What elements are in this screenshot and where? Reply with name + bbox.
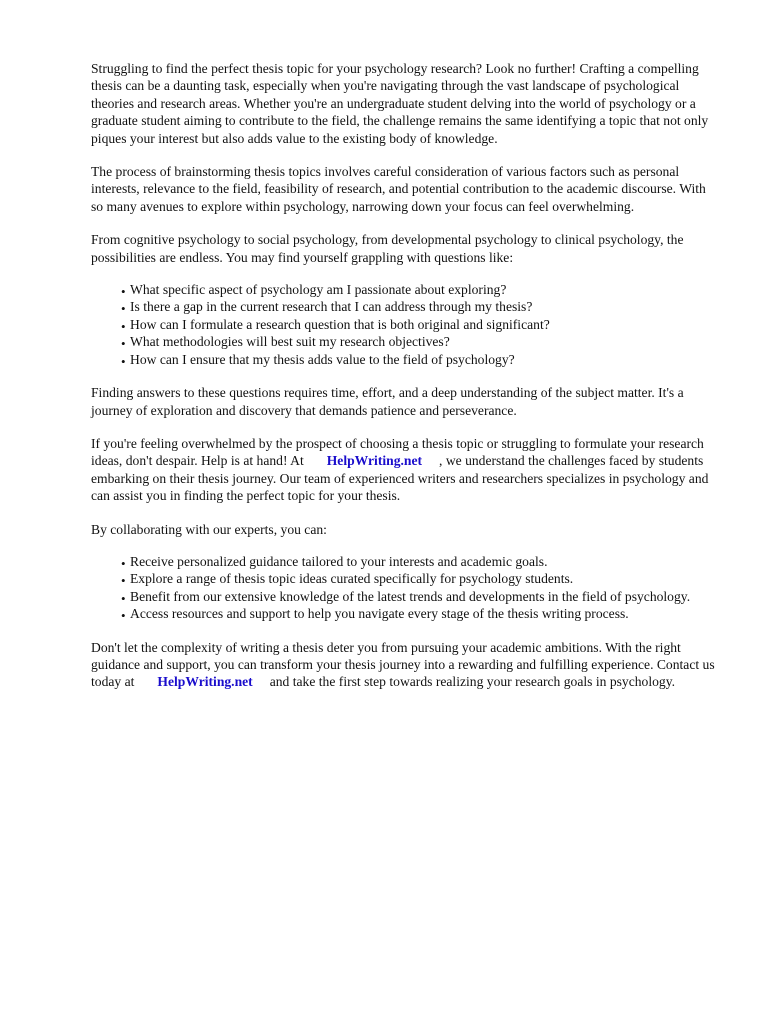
closing-paragraph xyxy=(91,639,721,691)
help-paragraph xyxy=(91,435,721,505)
bullet-icon: • xyxy=(121,336,126,352)
helpwriting-link[interactable]: HelpWriting.net xyxy=(157,674,253,690)
questions-list xyxy=(91,281,721,368)
brainstorming-paragraph: The process of brainstorming thesis topics involves careful consideration of various factors such as personal interests, relevance to the field, feasibility of research, and potential contribution to the academic discourse. With so many avenues to explore within psychology, narrowing down your focus can feel overwhelming. xyxy=(91,164,706,214)
answers-paragraph: Finding answers to these questions requires time, effort, and a deep understanding of the subject matter. It's a journey of exploration and discovery that demands patience and perseverance. xyxy=(91,385,684,418)
list-item xyxy=(121,333,721,350)
possibilities-paragraph: From cognitive psychology to social psychology, from developmental psychology to clinical psychology, the possibilities are endless. You may find yourself grappling with questions like: xyxy=(91,232,684,265)
bullet-icon: • xyxy=(121,284,126,300)
helpwriting-link[interactable]: HelpWriting.net xyxy=(326,453,423,469)
bullet-icon: • xyxy=(121,318,126,334)
list-item-text: Receive personalized guidance tailored to your interests and academic goals. xyxy=(130,553,548,569)
intro-paragraph: Struggling to find the perfect thesis topic for your psychology research? Look no further! Crafting a compelling thesis can be a daunting task, especially when you're navigating through the vast landscape of psychological theories and research areas. Whether you're an undergraduate student delving into the world of psychology or a graduate student aiming to contribute to the field, the challenge remains the same identifying a topic that not only piques your interest but also adds value to the existing body of knowledge. xyxy=(91,61,709,146)
bullet-icon: • xyxy=(121,555,126,571)
closing-text-before: Don't let the complexity of writing a thesis deter you from pursuing your academic ambitions. With the right guidance and support, you can transform your thesis journey into a rewarding and fulfilling experience. Contact us today at xyxy=(91,639,715,690)
help-text-after: , we understand the challenges faced by students embarking on their thesis journey. Our team of experienced writers and researchers specializes in psychology and can assist you in finding the perfect topic for your thesis. xyxy=(91,453,709,504)
bullet-icon: • xyxy=(121,590,126,606)
list-item-text: Access resources and support to help you navigate every stage of the thesis writing process. xyxy=(130,606,629,622)
closing-text-after: and take the first step towards realizing your research goals in psychology. xyxy=(269,674,676,690)
bullet-icon: • xyxy=(121,608,126,624)
bullet-icon: • xyxy=(121,573,126,589)
help-text-before: If you're feeling overwhelmed by the prospect of choosing a thesis topic or struggling to formulate your research ideas, don't despair. Help is at hand! At xyxy=(91,435,704,469)
collaborating-paragraph: By collaborating with our experts, you can: xyxy=(91,521,327,537)
list-item-text: Explore a range of thesis topic ideas curated specifically for psychology students. xyxy=(130,571,574,587)
list-item xyxy=(121,298,721,315)
list-item-text: How can I formulate a research question that is both original and significant? xyxy=(130,316,550,332)
document-page xyxy=(91,60,721,707)
list-item xyxy=(121,605,721,622)
benefits-list xyxy=(91,553,721,623)
list-item xyxy=(121,351,721,368)
list-item xyxy=(121,588,721,605)
list-item-text: Is there a gap in the current research that I can address through my thesis? xyxy=(130,299,533,315)
bullet-icon: • xyxy=(121,301,126,317)
list-item xyxy=(121,316,721,333)
list-item xyxy=(121,553,721,570)
bullet-icon: • xyxy=(121,353,126,369)
list-item-text: What methodologies will best suit my research objectives? xyxy=(130,334,450,350)
list-item xyxy=(121,281,721,298)
list-item-text: Benefit from our extensive knowledge of the latest trends and developments in the field of psychology. xyxy=(130,588,691,604)
list-item-text: How can I ensure that my thesis adds value to the field of psychology? xyxy=(130,351,515,367)
list-item-text: What specific aspect of psychology am I passionate about exploring? xyxy=(130,282,507,298)
list-item xyxy=(121,570,721,587)
